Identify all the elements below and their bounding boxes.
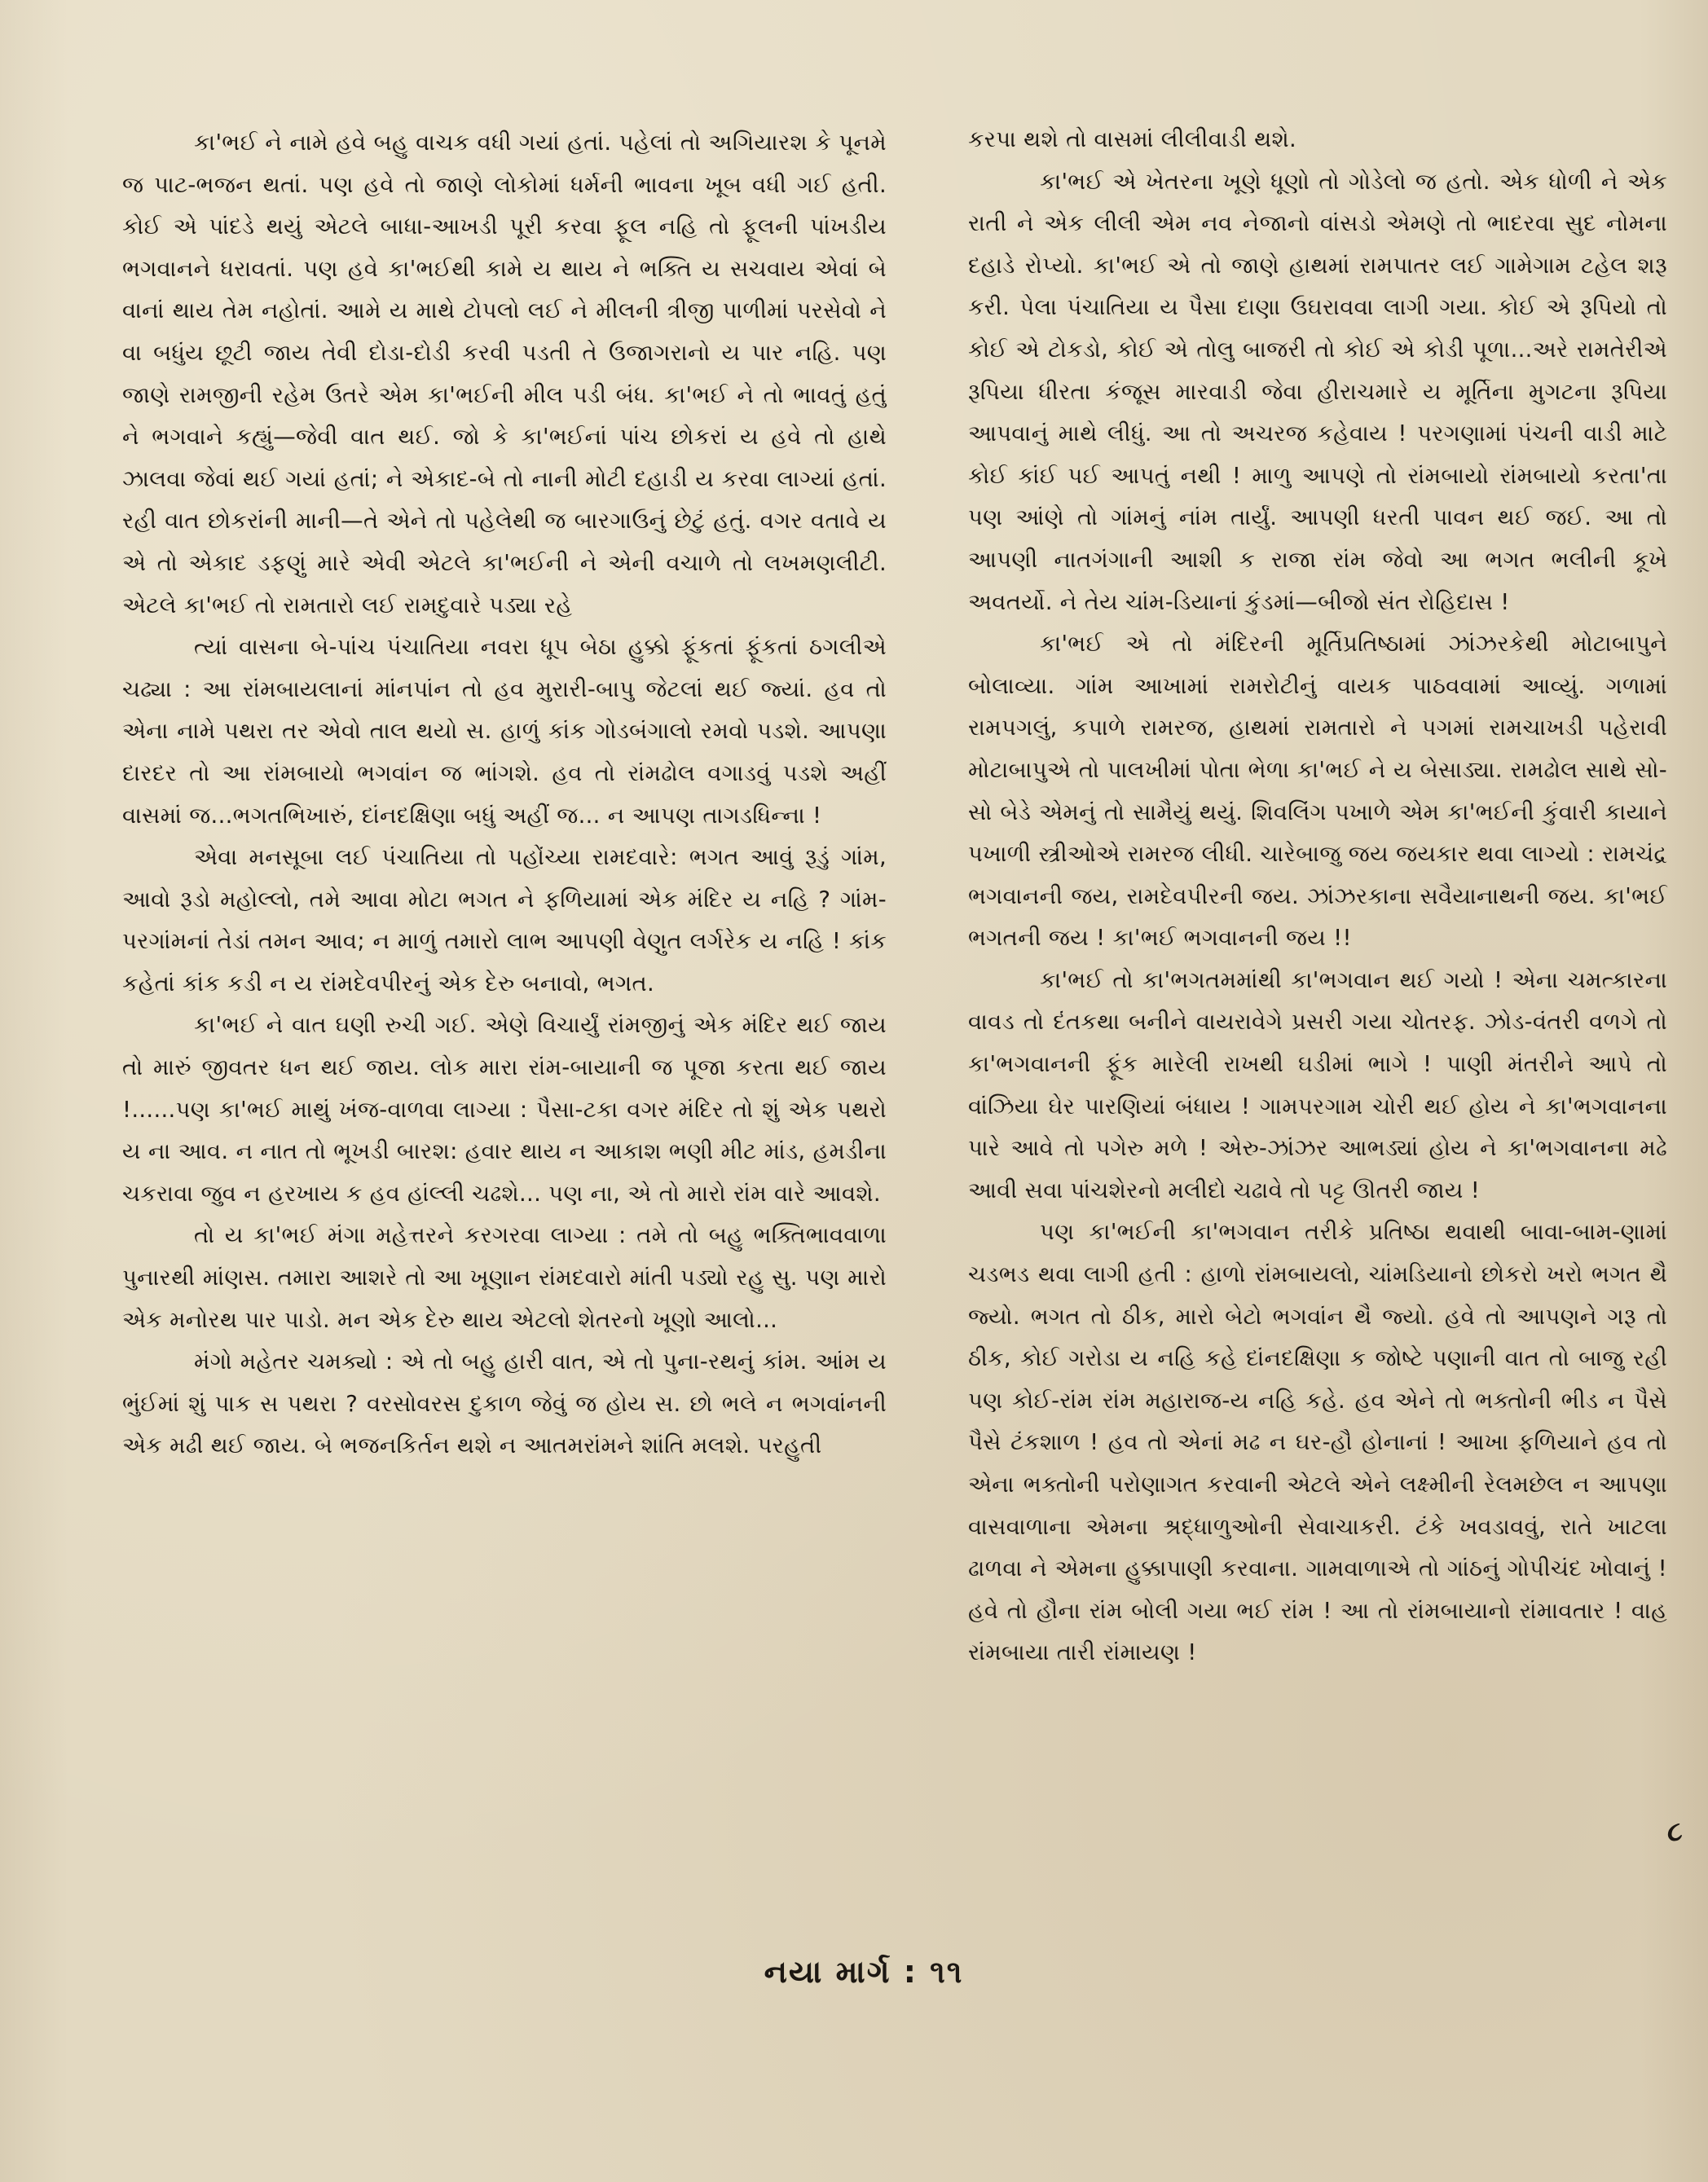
left-paragraph-2: ત્યાં વાસના બે-પાંચ પંચાતિયા નવરા ધૂપ બેઠા હુક્કો ફૂંકતાં ફૂંકતાં ઠગલીએ ચઢ્યા : આ રાંમબાયલાનાં માંનપાંન તો હવ મુરારી-બાપુ જેટલાં થઈ જ્યાં. હવ તો એના નામે પથરા તર એવો તાલ થયો સ. હાળું કાંક ગોડબંગાલો રમવો પડશે. આપણા દારદર તો આ રાંમબાયો ભગવાંન જ ભાંગશે. હવ તો રાંમઢોલ વગાડવું પડશે અહીં વાસમાં જ...ભગતભિખારું, દાંનદક્ષિણા બધું અહીં જ... ન આપણ તાગડધિન્ના ! [122, 634, 887, 829]
right-paragraph-3: કા'ભઈ એ તો મંદિરની મૂર્તિપ્રતિષ્ઠામાં ઝાંઝરકેથી મોટાબાપુને બોલાવ્યા. ગાંમ આખામાં રામરોટીનું વાયક પાઠવવામાં આવ્યું. ગળામાં રામપગલું, કપાળે રામરજ, હાથમાં રામતારો ને પગમાં રામચાખડી પહેરાવી મોટાબાપુએ તો પાલખીમાં પોતા ભેળા કા'ભઈ ને ય બેસાડ્યા. રામઢોલ સાથે સો-સો બેડે એમનું તો સામૈયું થયું. શિવલિંગ પખાળે એમ કા'ભઈની કુંવારી કાયાને પખાળી સ્ત્રીઓએ રામરજ લીધી. ચારેબાજુ જય જયકાર થવા લાગ્યો : રામચંદ્ર ભગવાનની જય, રામદેવપીરની જય. ઝાંઝરકાના સવૈયાનાથની જય. કા'ભઈ ભગતની જય ! કા'ભઈ ભગવાનની જય !! [968, 631, 1667, 952]
right-paragraph-1: કરપા થશે તો વાસમાં લીલીવાડી થશે. [968, 126, 1297, 152]
left-paragraph-3: એવા મનસૂબા લઈ પંચાતિયા તો પહોંચ્યા રામદવારે: ભગત આવું રૂડું ગાંમ, આવો રૂડો મહોલ્લો, તમે આવા મોટા ભગત ને ફળિયામાં એક મંદિર ય નહિ ? ગાંમ-પરગાંમનાં તેડાં તમન આવ; ન માળું તમારો લાભ આપણી વેણુત લર્ગરેક ય નહિ ! કાંક કહેતાં કાંક કડી ન ય રાંમદેવપીરનું એક દેરુ બનાવો, ભગત. [122, 844, 887, 996]
right-paragraph-4: કા'ભઈ તો કા'ભગતમમાંથી કા'ભગવાન થઈ ગયો ! એના ચમત્કારના વાવડ તો દંતકથા બનીને વાયરાવેગે પ્રસરી ગયા ચોતરફ. ઝોડ-વંતરી વળગે તો કા'ભગવાનની ફૂંક મારેલી રાખથી ઘડીમાં ભાગે ! પાણી મંતરીને આપે તો વાંઝિયા ઘેર પારણિયાં બંધાય ! ગામપરગામ ચોરી થઈ હોય ને કા'ભગવાનના પારે આવે તો પગેરુ મળે ! એરુ-ઝાંઝર આભડ્યાં હોય ને કા'ભગવાનના મઢે આવી સવા પાંચશેરનો મલીદો ચઢાવે તો પટ્ટ ઊતરી જાય ! [968, 966, 1667, 1203]
left-paragraph-4: કા'ભઈ ને વાત ઘણી રુચી ગઈ. એણે વિચાર્યું રાંમજીનું એક મંદિર થઈ જાય તો મારું જીવતર ધન થઈ જાય. લોક મારા રાંમ-બાયાની જ પૂજા કરતા થઈ જાય !......પણ કા'ભઈ માથું ખંજ-વાળવા લાગ્યા : પૈસા-ટકા વગર મંદિર તો શું એક પથરો ય ના આવ. ન નાત તો ભૂખડી બારશ: હવાર થાય ન આકાશ ભણી મીટ માંડ, હમડીના ચકરાવા જુવ ન હરખાય ક હવ હાંલ્લી ચઢશે... પણ ના, એ તો મારો રાંમ વારે આવશે. [122, 1012, 887, 1207]
left-paragraph-1: કા'ભઈ ને નામે હવે બહુ વાચક વધી ગયાં હતાં. પહેલાં તો અગિયારશ કે પૂનમે જ પાટ-ભજન થતાં. પણ હવે તો જાણે લોકોમાં ધર્મની ભાવના ખૂબ વધી ગઈ હતી. કોઈ એ પાંદડે થયું એટલે બાધા-આખડી પૂરી કરવા ફૂલ નહિ તો ફૂલની પાંખડીય ભગવાનને ધરાવતાં. પણ હવે કા'ભઈથી કામે ય થાય ને ભક્તિ ય સચવાય એવાં બે વાનાં થાય તેમ નહોતાં. આમે ય માથે ટોપલો લઈ ને મીલની ત્રીજી પાળીમાં પરસેવો ને વા બધુંય છૂટી જાય તેવી દોડા-દોડી કરવી પડતી તે ઉજાગરાનો ય પાર નહિ. પણ જાણે રામજીની રહેમ ઉતરે એમ કા'ભઈની મીલ પડી બંધ. કા'ભઈ ને તો ભાવતું હતું ને ભગવાને કહ્યું—જેવી વાત થઈ. જો કે કા'ભઈનાં પાંચ છોકરાં ય હવે તો હાથે ઝાલવા જેવાં થઈ ગયાં હતાં; ને એકાદ-બે તો નાની મોટી દહાડી ય કરવા લાગ્યાં હતાં. રહી વાત છોકરાંની માની—તે એને તો પહેલેથી જ બારગાઉનું છેટું હતું. વગર વતાવે ય એ તો એકાદ ડફણું મારે એવી એટલે કા'ભઈની ને એની વચાળે તો લખમણલીટી. એટલે કા'ભઈ તો રામતારો લઈ રામદુવારે પડ્યા રહે [122, 130, 887, 618]
left-paragraph-5: તો ય કા'ભઈ મંગા મહેત્તરને કરગરવા લાગ્યા : તમે તો બહુ ભક્તિભાવવાળા પુનારથી માંણસ. તમારા આશરે તો આ ખૂણાન રાંમદવારો માંતી પડ્યો રહુ સુ. પણ મારો એક મનોરથ પાર પાડો. મન એક દેરુ થાય એટલો શેતરનો ખૂણો આલો... [122, 1222, 887, 1333]
left-paragraph-6: મંગો મહેતર ચમક્યો : એ તો બહુ હારી વાત, એ તો પુના-રથનું કાંમ. આંમ ય ભુંઈમાં શું પાક સ પથરા ? વરસોવરસ દુકાળ જેવું જ હોય સ. છો ભલે ન ભગવાંનની એક મઢી થઈ જાય. બે ભજનકિર્તન થશે ન આતમરાંમને શાંતિ મલશે. પરહુતી [122, 1348, 887, 1459]
page-footer: નયા માર્ગ : ૧૧ [764, 1954, 964, 1990]
right-paragraph-5: પણ કા'ભઈની કા'ભગવાન તરીકે પ્રતિષ્ઠા થવાથી બાવા-બામ-ણામાં ચડભડ થવા લાગી હતી : હાળો રાંમબાયલો, ચાંમડિયાનો છોકરો ખરો ભગત થૈ જ્યો. ભગત તો ઠીક, મારો બેટો ભગવાંન થૈ જ્યો. હવે તો આપણને ગરૂ તો ઠીક, કોઈ ગરોડા ય નહિ કહે દાંનદક્ષિણા ક જોષ્ટે પણાની વાત તો બાજુ રહી પણ કોઈ-રાંમ રાંમ મહારાજ-ય નહિ કહે. હવ એને તો ભક્તોની ભીડ ન પૈસે પૈસે ટંકશાળ ! હવ તો એનાં મઢ ન ઘર-હૌ હોનાનાં ! આખા ફળિયાને હવ તો એના ભક્તોની પરોણાગત કરવાની એટલે એને લક્ષ્મીની રેલમછેલ ન આપણા વાસવાળાના એમના શ્રદ્ધાળુઓની સેવાચાકરી. ટંકે ખવડાવવું, રાતે ખાટલા ઢાળવા ને એમના હુક્કાપાણી કરવાના. ગામવાળાએ તો ગાંઠનું ગોપીચંદ ખોવાનું ! હવે તો હૌના રાંમ બોલી ગયા ભઈ રાંમ ! આ તો રાંમબાયાનો રાંમાવતાર ! વાહ રાંમબાયા તારી રાંમાયણ ! [968, 1219, 1667, 1666]
right-paragraph-2: કા'ભઈ એ ખેતરના ખૂણે ધૂણો તો ગોડેલો જ હતો. એક ધોળી ને એક રાતી ને એક લીલી એમ નવ નેજાનો વાંસડો એમણે તો ભાદરવા સુદ નોમના દહાડે રોપ્યો. કા'ભઈ એ તો જાણે હાથમાં રામપાતર લઈ ગામેગામ ટહેલ શરૂ કરી. પેલા પંચાતિયા ય પૈસા દાણા ઉઘરાવવા લાગી ગયા. કોઈ એ રૂપિયો તો કોઈ એ ટોકડો, કોઈ એ તોલુ બાજરી તો કોઈ એ કોડી પૂળા...અરે રામતેરીએ રૂપિયા ધીરતા કંજૂસ મારવાડી જેવા હીરાચમારે ય મૂર્તિના મુગટના રૂપિયા આપવાનું માથે લીધું. આ તો અચરજ કહેવાય ! પરગણામાં પંચની વાડી માટે કોઈ કાંઈ પઈ આપતું નથી ! માળુ આપણે તો રાંમબાયો રાંમબાયો કરતા'તા પણ આંણે તો ગાંમનું નાંમ તાર્યું. આપણી ધરતી પાવન થઈ જઈ. આ તો આપણી નાતગંગાની આશી ક રાજા રાંમ જેવો આ ભગત ભલીની કૂખે અવતર્યો. ને તેય ચાંમ-ડિયાનાં કુંડમાં—બીજો સંત રોહિદાસ ! [968, 168, 1667, 615]
end-mark: ૮ [1667, 1815, 1683, 1848]
left-text-column [122, 122, 887, 1467]
right-text-column [968, 119, 1667, 1674]
